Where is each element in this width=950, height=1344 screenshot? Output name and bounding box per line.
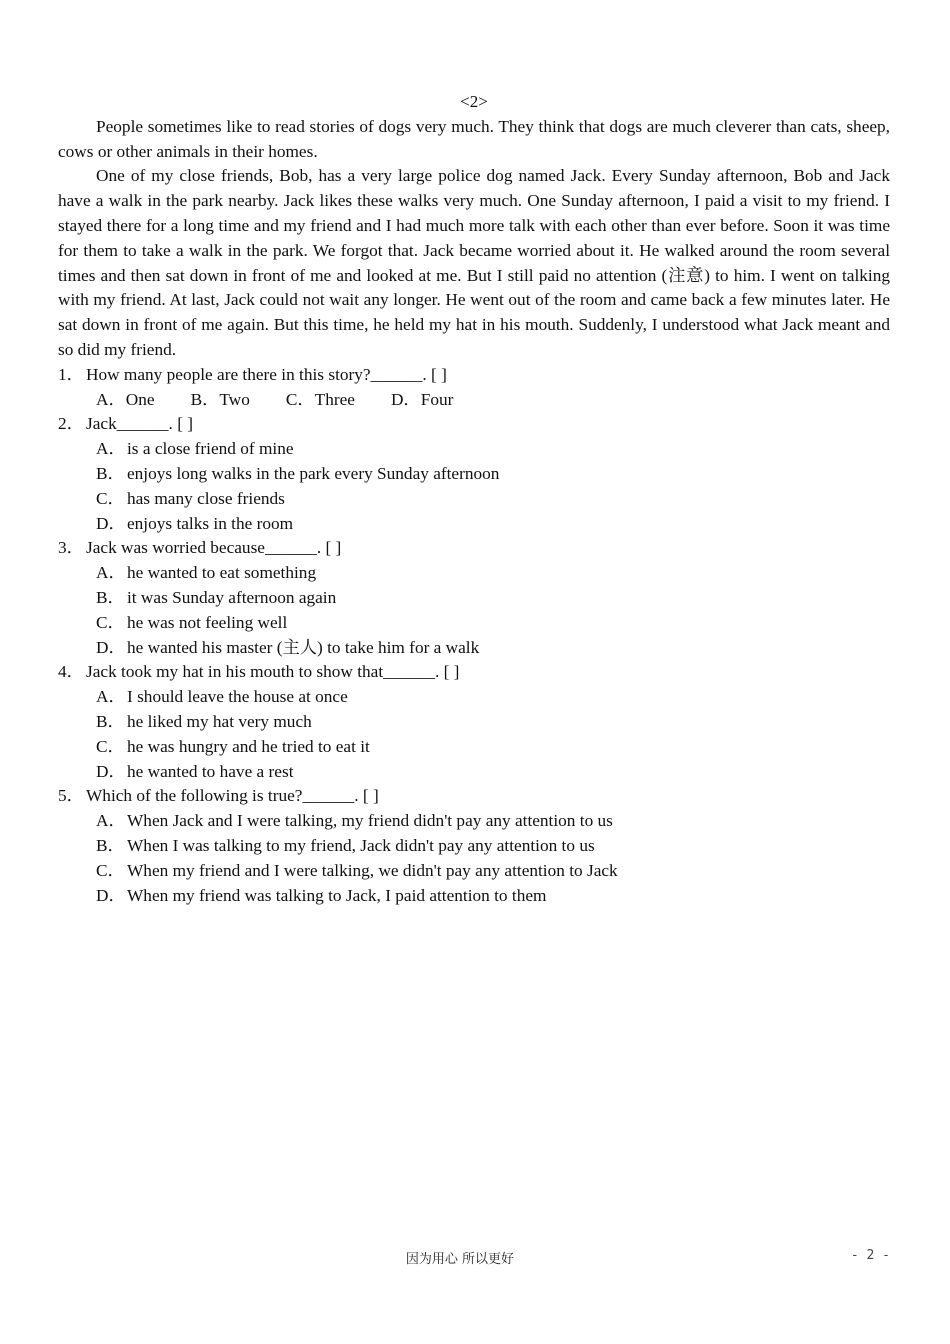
option-b (96, 586, 890, 611)
passage-paragraph-1: People sometimes like to read stories of dogs very much. They think that dogs are much cleverer than cats, sheep, cows or other animals in their homes. (58, 116, 890, 161)
question-1 (58, 363, 890, 388)
option-label: D． (96, 761, 126, 781)
option-a (96, 437, 890, 462)
option-text: I should leave the house at once (127, 687, 348, 707)
document-page (58, 90, 890, 908)
section-title: <2> (460, 92, 488, 111)
option-text: When my friend and I were talking, we didn't pay any attention to Jack (127, 860, 618, 880)
question-5 (58, 784, 890, 809)
option-d: D．Four (390, 389, 454, 409)
option-text: he wanted to have a rest (127, 761, 294, 781)
option-b (96, 462, 890, 487)
option-b (96, 710, 890, 735)
option-label: A． (96, 439, 126, 459)
question-4 (58, 660, 890, 685)
option-d (96, 512, 890, 537)
option-label: B． (96, 835, 125, 855)
option-text: enjoys talks in the room (127, 513, 294, 533)
question-number: 3． (58, 538, 84, 558)
option-label: A． (96, 687, 126, 707)
question-1-options (96, 388, 890, 413)
option-label: A． (96, 811, 126, 831)
option-c (96, 859, 890, 884)
question-number: 1． (58, 364, 84, 384)
option-c (96, 735, 890, 760)
option-label: D． (96, 637, 126, 657)
option-d (96, 760, 890, 785)
option-text: he was not feeling well (127, 612, 288, 632)
question-text: Jack was worried because______. [ ] (86, 538, 342, 558)
option-c (96, 487, 890, 512)
option-label: C． (96, 488, 125, 508)
option-label: C． (96, 736, 125, 756)
option-d (96, 884, 890, 909)
option-d (96, 636, 890, 661)
option-label: C． (96, 612, 125, 632)
question-text: Jack______. [ ] (86, 414, 194, 434)
option-a: A．One (96, 389, 155, 409)
option-text: he wanted his master (主人) to take him for a walk (127, 637, 480, 657)
option-label: D． (96, 513, 126, 533)
question-number: 2． (58, 414, 84, 434)
option-label: B． (96, 587, 125, 607)
question-3 (58, 536, 890, 561)
option-c: C．Three (285, 389, 355, 409)
question-number: 5． (58, 786, 84, 806)
option-label: A． (96, 563, 126, 583)
option-text: it was Sunday afternoon again (127, 587, 337, 607)
page-number: - 2 - (850, 1248, 890, 1263)
option-text: he was hungry and he tried to eat it (127, 736, 370, 756)
question-text: Jack took my hat in his mouth to show that______. [ ] (86, 662, 460, 682)
option-label: B． (96, 463, 125, 483)
question-2 (58, 412, 890, 437)
option-text: he wanted to eat something (127, 563, 317, 583)
option-text: When Jack and I were talking, my friend didn't pay any attention to us (127, 811, 613, 831)
option-text: is a close friend of mine (127, 439, 294, 459)
option-label: D． (96, 885, 126, 905)
option-b: B．Two (190, 389, 250, 409)
option-a (96, 561, 890, 586)
option-label: C． (96, 860, 125, 880)
question-number: 4． (58, 662, 84, 682)
passage-paragraph-2: One of my close friends, Bob, has a very large police dog named Jack. Every Sunday afternoon, Bob and Jack have a walk in the park nearby. Jack likes these walks very much. One Sunday afternoon, I paid a visit to my friend. I stayed there for a long time and my friend and I had much more talk with each other than ever before. Soon it was time for them to take a walk in the park. We forgot that. Jack became worried about it. He walked around the room several times and then sat down in front of me and looked at me. But I still paid no attention (注意) to him. I went on talking with my friend. At last, Jack could not wait any longer. He went out of the room and came back a few minutes later. He sat down in front of me again. But this time, he held my hat in his mouth. Suddenly, I understood what Jack meant and so did my friend. (58, 166, 890, 359)
question-text: How many people are there in this story?______. [ ] (86, 364, 447, 384)
option-text: When I was talking to my friend, Jack didn't pay any attention to us (127, 835, 595, 855)
option-b (96, 834, 890, 859)
option-a (96, 809, 890, 834)
footer-slogan: 因为用心 所以更好 (405, 1252, 515, 1267)
option-text: he liked my hat very much (127, 711, 312, 731)
option-a (96, 685, 890, 710)
question-text: Which of the following is true?______. [ ] (86, 786, 379, 806)
option-text: has many close friends (127, 488, 285, 508)
option-text: enjoys long walks in the park every Sunday afternoon (127, 463, 500, 483)
option-label: B． (96, 711, 125, 731)
option-c (96, 611, 890, 636)
option-text: When my friend was talking to Jack, I paid attention to them (127, 885, 547, 905)
